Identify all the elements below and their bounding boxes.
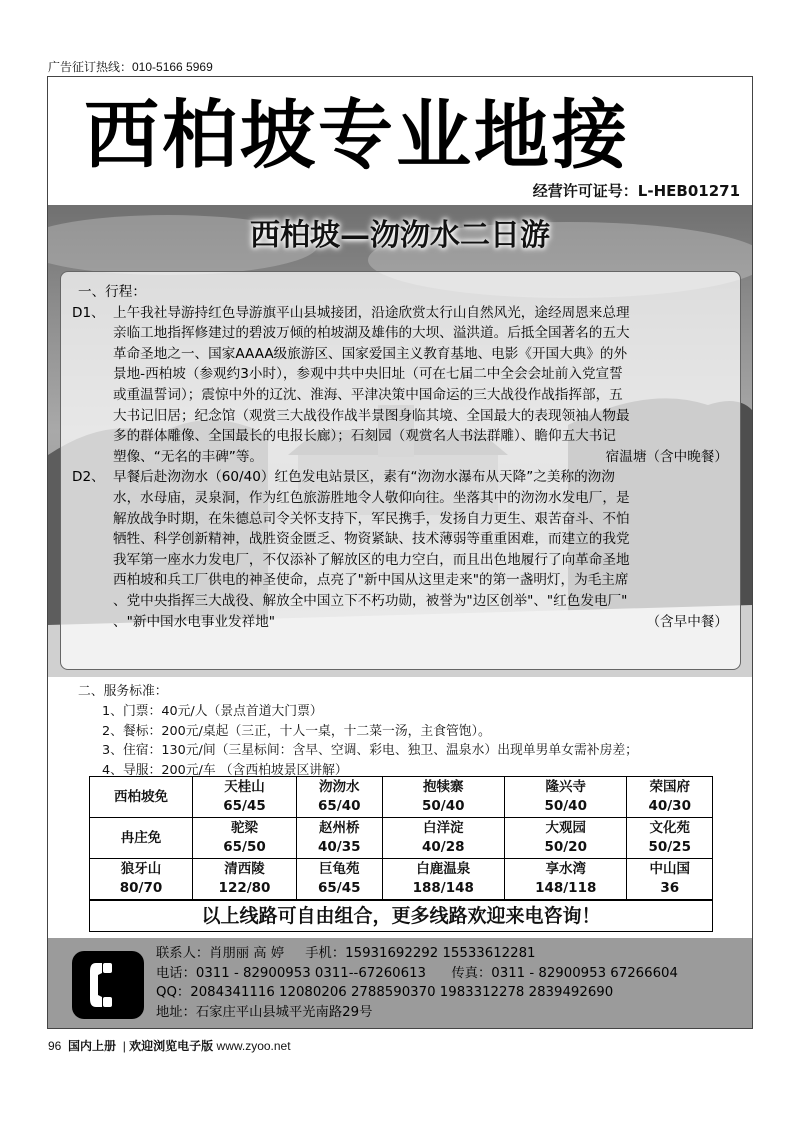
table-cell: [627, 777, 713, 818]
table-cell: [193, 818, 297, 859]
itinerary-heading: 一、行程：: [78, 284, 146, 300]
attraction-price: 50/40: [422, 798, 465, 814]
services-heading: 二、服务标准：: [78, 684, 168, 699]
day-2-text: [113, 467, 732, 632]
attraction-name: 抱犊寨: [423, 779, 464, 795]
row-label: [90, 859, 193, 900]
service-item: 4、导服：200元/车 （含西柏坡景区讲解）: [102, 763, 348, 779]
day-1-text: [113, 303, 732, 468]
summary-banner: 以上线路可自由组合，更多线路欢迎来电咨询！: [89, 900, 713, 932]
attraction-price: 148/118: [535, 880, 597, 896]
day-2-line: 解放战争时期，在朱德总司令关怀支持下，军民携手，发扬自力更生、艰苦奋斗、不怕: [113, 510, 630, 527]
day-1-note: 宿温塘（含中晚餐）: [605, 448, 728, 465]
page-number: 96: [48, 1039, 62, 1053]
attraction-name: 赵州桥: [319, 820, 360, 836]
attraction-name: 巨龟苑: [319, 861, 360, 877]
contact-details: [156, 944, 678, 1022]
table-cell: [627, 818, 713, 859]
day-2-line: 早餐后赴沕沕水（60/40）红色发电站景区，素有“沕沕水瀑布从天降”之美称的沕沕: [113, 469, 615, 486]
table-cell: [504, 777, 626, 818]
service-item: 2、餐标：200元/桌起（三正，十人一桌，十二菜一汤，主食管饱）。: [102, 723, 491, 739]
day-2-line-end: 、"新中国水电事业发祥地": [113, 613, 276, 630]
attraction-price: 65/50: [223, 839, 266, 855]
itinerary: [72, 282, 732, 632]
day-1-line: 大书记旧居；纪念馆（观赏三大战役作战半景图身临其境、全国最大的表现领袖人物最: [113, 407, 630, 424]
day-1-tag: D1、: [72, 304, 105, 321]
attraction-price: 36: [660, 880, 680, 896]
attraction-name: 隆兴寺: [545, 779, 586, 795]
day-2: [72, 467, 732, 632]
page-title: 西柏坡专业地接: [84, 91, 631, 179]
contact-mobile: 手机：15931692292 15533612281: [305, 946, 536, 961]
contact-row: [156, 964, 678, 984]
table-cell: [504, 859, 626, 900]
row-label-text: 冉庄免: [120, 829, 162, 846]
attraction-name: 清西陵: [224, 861, 265, 877]
table-row: [90, 818, 713, 859]
day-1: [72, 303, 732, 468]
attraction-price: 40/30: [648, 798, 691, 814]
attractions-price-table: [89, 776, 713, 900]
day-2-line: 、党中央指挥三大战役、解放全中国立下不朽功勋，被誉为"边区创举"、"红色发电厂": [113, 592, 628, 609]
attraction-name: 驼梁: [231, 820, 258, 836]
attraction-price: 50/20: [544, 839, 587, 855]
attraction-price: 188/148: [412, 880, 474, 896]
day-1-line-end: 塑像、“无名的丰碑”等。: [113, 448, 264, 465]
row-label-price: 80/70: [119, 880, 163, 896]
table-cell: [382, 777, 504, 818]
day-1-line: 亲临工地指挥修建过的碧波万倾的柏坡湖及雄伟的大坝、溢洪道。后抵全国著名的五大: [113, 325, 630, 342]
phone-icon: [72, 951, 144, 1019]
attraction-price: 65/45: [318, 880, 361, 896]
page-footer: 96 国内上册 | 欢迎浏览电子版 www.zyoo.net: [48, 1039, 291, 1053]
table-cell: [382, 818, 504, 859]
day-2-note: （含早中餐）: [646, 613, 728, 630]
contact-fax: 传真：0311 - 82900953 67266604: [451, 965, 678, 981]
table-cell: [297, 859, 383, 900]
license-number: 经营许可证号：L-HEB01271: [532, 182, 740, 200]
table-row: [90, 859, 713, 900]
attraction-price: 50/25: [648, 839, 691, 855]
day-2-line: 西柏坡和兵工厂供电的神圣使命，点亮了"新中国从这里走来"的第一盏明灯，为毛主席: [113, 572, 629, 589]
attraction-price: 40/35: [318, 839, 361, 855]
contact-address: 地址：石家庄平山县城平光南路29号: [156, 1004, 373, 1020]
attraction-name: 文化苑: [649, 820, 690, 836]
table-cell: [193, 777, 297, 818]
contact-row: [156, 944, 678, 964]
day-2-line: 我军第一座水力发电厂，不仅添补了解放区的电力空白，而且出色地履行了向革命圣地: [113, 551, 630, 568]
day-2-line: 水，水母庙，灵泉洞，作为红色旅游胜地令人敬仰向往。坐落其中的沕沕水发电厂，是: [113, 489, 630, 506]
attraction-price: 65/45: [223, 798, 266, 814]
table-cell: [193, 859, 297, 900]
attraction-name: 中山国: [649, 861, 690, 877]
row-label: [90, 818, 193, 859]
contact-qq: QQ：2084341116 12080206 2788590370 1983312278 2839492690: [156, 985, 614, 1001]
day-1-line: [113, 447, 732, 468]
day-2-line: 牺牲、科学创新精神，战胜资金匮乏、物资紧缺、技术薄弱等重重困难，而建立的我党: [113, 531, 630, 548]
service-item: 1、门票：40元/人（景点首道大门票）: [102, 703, 323, 719]
row-label-text: 狼牙山: [120, 861, 162, 877]
route-title: 西柏坡—沕沕水二日游: [250, 218, 550, 253]
attraction-name: 享水湾: [545, 861, 586, 877]
row-label: [90, 777, 193, 818]
day-1-line: 多的群体雕像、全国最长的电报长廊）；石刻园（观赏名人书法群雕）、瞻仰五大书记: [113, 428, 616, 445]
contact-tel: 电话：0311 - 82900953 0311--67260613: [156, 965, 427, 981]
day-1-line: 革命圣地之一、国家AAAA级旅游区、国家爱国主义教育基地、电影《开国大典》的外: [113, 345, 628, 362]
footer-slogan: 欢迎浏览电子版: [129, 1039, 214, 1053]
attraction-name: 大观园: [545, 820, 586, 836]
table-row: [90, 777, 713, 818]
attraction-name: 天桂山: [224, 779, 265, 795]
attraction-price: 65/40: [318, 798, 361, 814]
day-1-line: 景地-西柏坡（参观约3小时），参观中共中央旧址（可在七届二中全会会址前入党宣誓: [113, 366, 623, 383]
day-2-line: [113, 612, 732, 633]
attraction-name: 白鹿温泉: [416, 861, 471, 877]
table-cell: [297, 777, 383, 818]
attraction-price: 122/80: [218, 880, 271, 896]
attraction-name: 沕沕水: [319, 779, 360, 795]
service-item: 3、住宿：130元/间（三星标间：含早、空调、彩电、独卫、温泉水）出现单男单女需补房差；: [102, 743, 638, 759]
ad-hotline: 广告征订热线：010-5166 5969: [48, 60, 213, 74]
row-label-text: 西柏坡免: [114, 788, 168, 805]
service-standards: [78, 682, 638, 781]
table-cell: [297, 818, 383, 859]
attraction-price: 40/28: [422, 839, 465, 855]
attraction-price: 50/40: [544, 798, 587, 814]
table-cell: [382, 859, 504, 900]
contact-people: 联系人：肖朋丽 高 婷: [156, 946, 285, 961]
table-cell: [627, 859, 713, 900]
day-2-tag: D2、: [72, 469, 105, 486]
day-1-line: 或重温誓词）；震惊中外的辽沈、淮海、平津决策中国命运的三大战役作战指挥部，五: [113, 386, 623, 403]
section-name: 国内上册: [68, 1039, 117, 1053]
attraction-name: 白洋淀: [423, 820, 464, 836]
table-cell: [504, 818, 626, 859]
attraction-name: 荣国府: [649, 779, 690, 795]
footer-site: www.zyoo.net: [216, 1039, 291, 1053]
day-1-line: 上午我社导游持红色导游旗平山县城接团，沿途欣赏太行山自然风光，途经周恩来总理: [113, 304, 630, 321]
